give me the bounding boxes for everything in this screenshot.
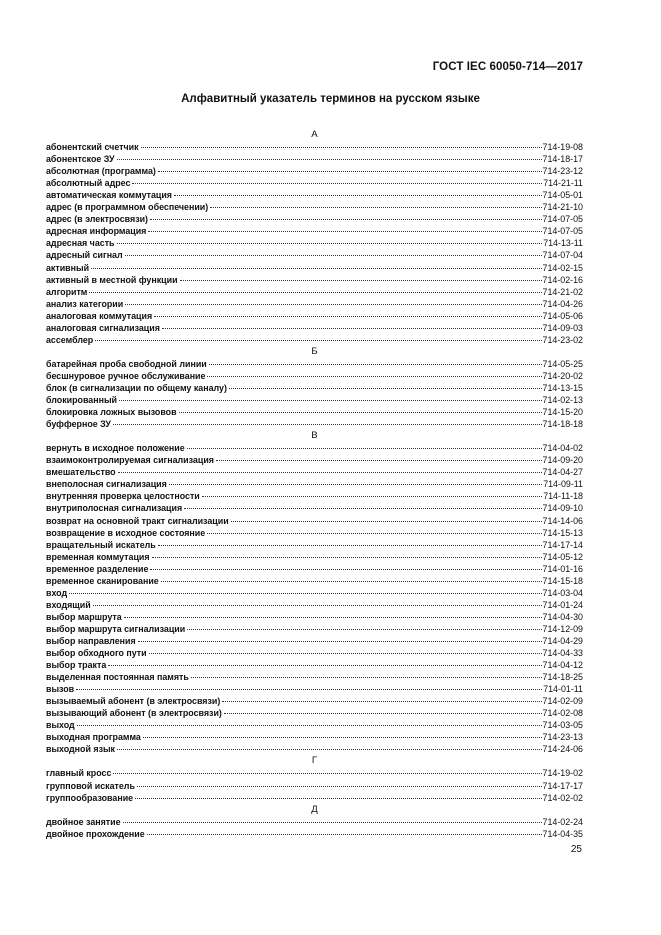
entry-term: взаимоконтролируемая сигнализация: [46, 455, 214, 466]
dot-leader: [135, 798, 541, 799]
entry-term: временное сканирование: [46, 575, 159, 586]
index-entry: [46, 527, 583, 539]
entry-code: 714-17-17: [542, 780, 583, 791]
entry-code: 714-18-18: [542, 419, 583, 430]
index-entry: [46, 707, 583, 719]
entry-term: активный: [46, 262, 90, 273]
section-letter: В: [311, 430, 318, 442]
dot-leader: [161, 581, 542, 582]
entry-code: 714-04-27: [542, 467, 583, 478]
entry-code: 714-13-15: [542, 382, 583, 393]
entry-code: 714-04-26: [542, 298, 583, 309]
entry-term: вращательный искатель: [46, 539, 156, 550]
entry-code: 714-23-02: [542, 334, 583, 345]
entry-code: 714-05-01: [542, 190, 583, 201]
entry-code: 714-02-09: [542, 696, 583, 707]
index-entry: [46, 298, 583, 310]
entry-term: автоматическая коммутация: [46, 190, 172, 201]
index-entry: [46, 683, 583, 695]
dot-leader: [119, 400, 542, 401]
entry-code: 714-02-16: [542, 274, 583, 285]
index-entry: [46, 165, 583, 177]
entry-code: 714-15-20: [542, 407, 583, 418]
entry-term: временное разделение: [46, 563, 149, 574]
index-entry: [46, 635, 583, 647]
index-entry: [46, 418, 583, 430]
index-entry: [46, 563, 583, 575]
index-entry: [46, 274, 583, 286]
entry-term: абсолютная (программа): [46, 166, 156, 177]
entry-term: двойное занятие: [46, 816, 121, 827]
dot-leader: [117, 159, 542, 160]
dot-leader: [207, 533, 541, 534]
term-index: [46, 129, 583, 840]
dot-leader: [137, 786, 542, 787]
dot-leader: [117, 243, 543, 244]
section-letter: А: [311, 129, 318, 140]
entry-term: адресный сигнал: [46, 250, 123, 261]
entry-code: 714-23-12: [542, 166, 583, 177]
entry-code: 714-17-14: [542, 539, 583, 550]
standard-header: ГОСТ IEC 60050-714—2017: [432, 61, 583, 73]
entry-code: 714-21-10: [542, 202, 583, 213]
entry-code: 714-04-29: [542, 635, 583, 646]
entry-term: внутриполосная сигнализация: [46, 503, 183, 514]
entry-code: 714-09-03: [542, 322, 583, 333]
entry-code: 714-01-24: [542, 599, 583, 610]
entry-code: 714-04-35: [542, 828, 583, 839]
dot-leader: [162, 328, 542, 329]
dot-leader: [124, 617, 542, 618]
index-entry: [46, 358, 583, 370]
entry-code: 714-15-13: [542, 527, 583, 538]
index-entry: [46, 310, 583, 322]
dot-leader: [91, 268, 541, 269]
entry-term: выбор маршрута сигнализации: [46, 623, 186, 634]
entry-code: 714-11-18: [543, 491, 583, 502]
entry-term: группообразование: [46, 792, 134, 803]
index-entry: [46, 828, 583, 840]
dot-leader: [209, 364, 542, 365]
entry-term: внутренняя проверка целостности: [46, 491, 200, 502]
page-number: 25: [570, 844, 582, 855]
dot-leader: [154, 316, 541, 317]
dot-leader: [152, 557, 542, 558]
entry-term: бесшнуровое ручное обслуживание: [46, 370, 206, 381]
entry-code: 714-09-10: [542, 503, 583, 514]
section-letter: Д: [311, 803, 318, 815]
index-entry: [46, 406, 583, 418]
dot-leader: [229, 388, 542, 389]
entry-code: 714-05-12: [542, 551, 583, 562]
index-entry: [46, 177, 583, 189]
section-letter: Г: [311, 755, 318, 767]
dot-leader: [89, 292, 541, 293]
index-entry: [46, 189, 583, 201]
entry-code: 714-09-20: [542, 455, 583, 466]
entry-term: блок (в сигнализации по общему каналу): [46, 382, 227, 393]
entry-code: 714-18-17: [542, 154, 583, 165]
entry-code: 714-13-11: [543, 238, 583, 249]
dot-leader: [224, 713, 542, 714]
dot-leader: [77, 725, 542, 726]
entry-term: анализ категории: [46, 298, 124, 309]
entry-term: выходная программа: [46, 732, 141, 743]
index-entry: [46, 394, 583, 406]
index-entry: [46, 792, 583, 804]
dot-leader: [231, 521, 542, 522]
entry-term: адрес (в программном обеспечении): [46, 202, 209, 213]
index-entry: [46, 382, 583, 394]
dot-leader: [179, 412, 542, 413]
entry-code: 714-07-04: [542, 250, 583, 261]
entry-term: аналоговая сигнализация: [46, 322, 160, 333]
entry-term: возврат на основной тракт сигнализации: [46, 515, 229, 526]
dot-leader: [141, 147, 542, 148]
entry-code: 714-04-12: [542, 660, 583, 671]
dot-leader: [202, 496, 542, 497]
entry-code: 714-19-02: [542, 768, 583, 779]
dot-leader: [76, 689, 542, 690]
index-entry: [46, 551, 583, 563]
dot-leader: [187, 629, 541, 630]
dot-leader: [117, 749, 542, 750]
index-entry: [46, 286, 583, 298]
index-entry: [46, 695, 583, 707]
entry-term: буфферное ЗУ: [46, 419, 111, 430]
entry-code: 714-01-16: [542, 563, 583, 574]
entry-code: 714-19-08: [542, 142, 583, 153]
index-entry: [46, 262, 583, 274]
entry-code: 714-04-33: [542, 648, 583, 659]
entry-code: 714-04-30: [542, 611, 583, 622]
index-entry: [46, 767, 583, 779]
index-entry: [46, 575, 583, 587]
entry-term: вызываемый абонент (в электросвязи): [46, 696, 221, 707]
entry-code: 714-23-13: [542, 732, 583, 743]
dot-leader: [132, 183, 542, 184]
index-entry: [46, 515, 583, 527]
entry-term: вернуть в исходное положение: [46, 443, 185, 454]
dot-leader: [150, 569, 541, 570]
entry-term: выбор маршрута: [46, 611, 122, 622]
entry-term: вход: [46, 587, 68, 598]
entry-code: 714-02-02: [542, 792, 583, 803]
entry-term: выход: [46, 720, 75, 731]
entry-code: 714-14-06: [542, 515, 583, 526]
dot-leader: [125, 304, 541, 305]
entry-code: 714-03-04: [542, 587, 583, 598]
index-entry: [46, 249, 583, 261]
entry-term: блокировка ложных вызовов: [46, 407, 177, 418]
dot-leader: [180, 280, 542, 281]
dot-leader: [125, 255, 542, 256]
dot-leader: [149, 653, 542, 654]
entry-term: ассемблер: [46, 334, 94, 345]
entry-term: вызывающий абонент (в электросвязи): [46, 708, 222, 719]
entry-code: 714-04-02: [542, 443, 583, 454]
index-entry: [46, 647, 583, 659]
index-entry: [46, 478, 583, 490]
dot-leader: [118, 472, 542, 473]
index-entry: [46, 659, 583, 671]
index-entry: [46, 237, 583, 249]
entry-code: 714-09-11: [543, 479, 583, 490]
dot-leader: [95, 340, 541, 341]
index-entry: [46, 201, 583, 213]
entry-term: выходной язык: [46, 744, 116, 755]
index-entry: [46, 322, 583, 334]
entry-term: выбор направления: [46, 635, 136, 646]
entry-code: 714-21-11: [543, 178, 583, 189]
entry-term: выделенная постоянная память: [46, 672, 189, 683]
index-entry: [46, 599, 583, 611]
entry-term: выбор тракта: [46, 660, 107, 671]
dot-leader: [148, 231, 541, 232]
entry-term: вызов: [46, 684, 75, 695]
index-entry: [46, 502, 583, 514]
entry-code: 714-02-24: [542, 816, 583, 827]
entry-term: входящий: [46, 599, 91, 610]
entry-term: батарейная проба свободной линии: [46, 358, 207, 369]
index-entry: [46, 731, 583, 743]
index-entry: [46, 587, 583, 599]
entry-term: алгоритм: [46, 286, 88, 297]
index-entry: [46, 816, 583, 828]
dot-leader: [143, 737, 542, 738]
entry-term: адресная часть: [46, 238, 115, 249]
dot-leader: [147, 834, 542, 835]
dot-leader: [174, 195, 542, 196]
entry-term: абонентский счетчик: [46, 142, 139, 153]
entry-code: 714-02-15: [542, 262, 583, 273]
dot-leader: [191, 677, 542, 678]
index-entry: [46, 466, 583, 478]
entry-code: 714-02-08: [542, 708, 583, 719]
entry-code: 714-20-02: [542, 370, 583, 381]
entry-code: 714-05-06: [542, 310, 583, 321]
dot-leader: [158, 171, 542, 172]
entry-code: 714-18-25: [542, 672, 583, 683]
dot-leader: [207, 376, 541, 377]
dot-leader: [184, 508, 541, 509]
entry-code: 714-03-05: [542, 720, 583, 731]
dot-leader: [222, 701, 541, 702]
index-entry: [46, 225, 583, 237]
dot-leader: [123, 822, 542, 823]
entry-term: вмешательство: [46, 467, 116, 478]
index-entry: [46, 623, 583, 635]
index-entry: [46, 334, 583, 346]
entry-term: выбор обходного пути: [46, 648, 147, 659]
index-entry: [46, 454, 583, 466]
dot-leader: [113, 773, 541, 774]
index-entry: [46, 671, 583, 683]
entry-term: главный кросс: [46, 768, 112, 779]
entry-term: адрес (в электросвязи): [46, 214, 149, 225]
index-entry: [46, 490, 583, 502]
entry-code: 714-15-18: [542, 575, 583, 586]
dot-leader: [150, 219, 542, 220]
dot-leader: [108, 665, 541, 666]
dot-leader: [210, 207, 541, 208]
index-entry: [46, 442, 583, 454]
entry-term: временная коммутация: [46, 551, 150, 562]
index-entry: [46, 153, 583, 165]
index-entry: [46, 141, 583, 153]
dot-leader: [187, 448, 542, 449]
index-entry: [46, 611, 583, 623]
index-entry: [46, 719, 583, 731]
entry-term: аналоговая коммутация: [46, 310, 153, 321]
entry-code: 714-24-06: [542, 744, 583, 755]
entry-code: 714-21-02: [542, 286, 583, 297]
entry-term: активный в местной функции: [46, 274, 178, 285]
index-entry: [46, 370, 583, 382]
dot-leader: [93, 605, 542, 606]
dot-leader: [169, 484, 542, 485]
section-letter: Б: [311, 345, 318, 357]
entry-code: 714-02-13: [542, 395, 583, 406]
entry-term: групповой искатель: [46, 780, 135, 791]
index-entry: [46, 539, 583, 551]
entry-code: 714-12-09: [542, 623, 583, 634]
entry-term: блокированный: [46, 395, 117, 406]
index-title: Алфавитный указатель терминов на русском языке: [181, 93, 480, 105]
dot-leader: [69, 593, 541, 594]
dot-leader: [138, 641, 542, 642]
dot-leader: [113, 424, 542, 425]
dot-leader: [216, 460, 542, 461]
entry-code: 714-01-11: [543, 684, 583, 695]
entry-term: двойное прохождение: [46, 828, 145, 839]
index-entry: [46, 213, 583, 225]
entry-code: 714-05-25: [542, 358, 583, 369]
entry-term: абсолютный адрес: [46, 178, 131, 189]
entry-code: 714-07-05: [542, 214, 583, 225]
entry-term: внеполосная сигнализация: [46, 479, 167, 490]
entry-term: абонентское ЗУ: [46, 154, 115, 165]
entry-term: возвращение в исходное состояние: [46, 527, 206, 538]
dot-leader: [158, 545, 542, 546]
entry-term: адресная информация: [46, 226, 147, 237]
index-entry: [46, 743, 583, 755]
entry-code: 714-07-05: [542, 226, 583, 237]
index-entry: [46, 780, 583, 792]
